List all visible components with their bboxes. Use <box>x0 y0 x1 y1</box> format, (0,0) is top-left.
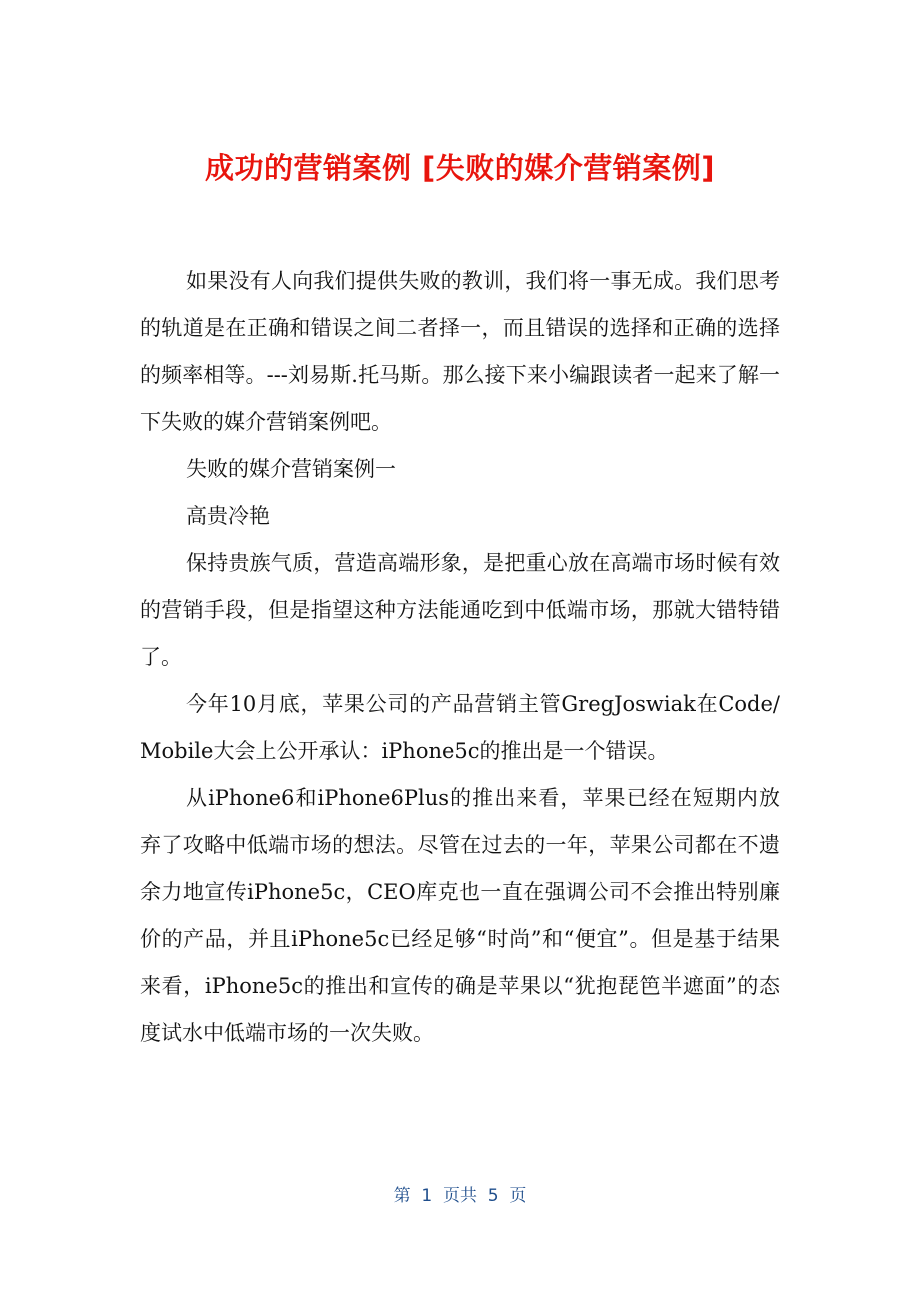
subheading-aloof: 高贵冷艳 <box>186 504 270 528</box>
page-number: 第 1 页共 5 页 <box>393 1186 527 1206</box>
document-body <box>140 258 780 1057</box>
paragraph-iphone5c: 从iPhone6和iPhone6Plus的推出来看，苹果已经在短期内放弃了攻略中低端市场的想法。尽管在过去的一年，苹果公司都在不遗余力地宣传iPhone5c，CEO库克也一直在强调公司不会推出特别廉价的产品，并且iPhone5c已经足够“时尚”和“便宜”。但是基于结果来看，iPhone5c的推出和宣传的确是苹果以“犹抱琵笆半遮面”的态度试水中低端市场的一次失败。 <box>140 786 780 1045</box>
paragraph-high-end: 保持贵族气质，营造高端形象，是把重心放在高端市场时候有效的营销手段，但是指望这种方法能通吃到中低端市场，那就大错特错了。 <box>140 551 780 669</box>
paragraph-joswiak: 今年10月底，苹果公司的产品营销主管GregJoswiak在Code/Mobile大会上公开承认：iPhone5c的推出是一个错误。 <box>140 692 780 763</box>
document-title: 成功的营销案例 [失败的媒介营销案例] <box>204 151 716 185</box>
paragraph-intro: 如果没有人向我们提供失败的教训，我们将一事无成。我们思考的轨道是在正确和错误之间二者择一，而且错误的选择和正确的选择的频率相等。---刘易斯.托马斯。那么接下来小编跟读者一起来了解一下失败的媒介营销案例吧。 <box>140 269 780 434</box>
section-heading-case-one: 失败的媒介营销案例一 <box>186 457 396 481</box>
